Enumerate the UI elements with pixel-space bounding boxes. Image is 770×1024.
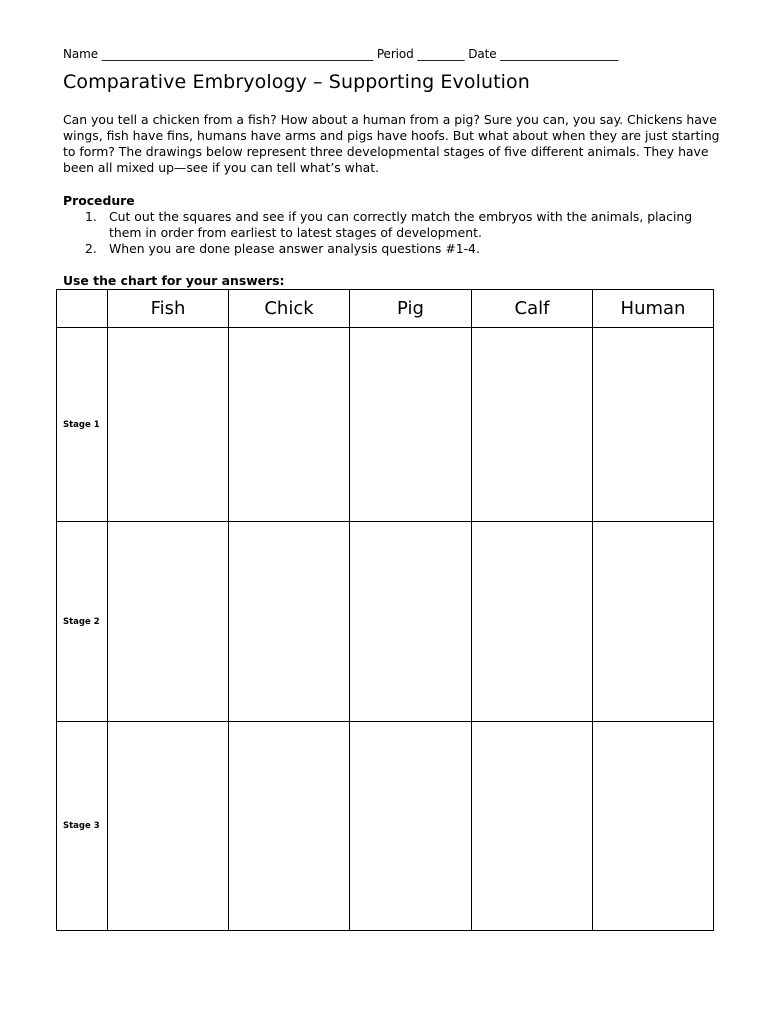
table-row <box>57 522 714 722</box>
column-header-fish: Fish <box>108 290 229 328</box>
column-header-pig: Pig <box>350 290 472 328</box>
answer-cell <box>108 722 229 931</box>
answer-table <box>56 289 714 931</box>
answer-cell <box>593 522 714 722</box>
procedure-step-text: Cut out the squares and see if you can correctly match the embryos with the animals, placing them in order from earliest to latest stages of development. <box>109 209 693 240</box>
procedure-step <box>63 241 723 257</box>
corner-cell <box>57 290 108 328</box>
answer-cell <box>229 328 350 522</box>
answer-cell <box>593 722 714 931</box>
column-header-calf: Calf <box>472 290 593 328</box>
worksheet-title: Comparative Embryology – Supporting Evolution <box>63 71 530 93</box>
procedure-step <box>63 209 723 241</box>
answer-cell <box>593 328 714 522</box>
answer-cell <box>472 522 593 722</box>
answer-cell <box>108 328 229 522</box>
column-header-human: Human <box>593 290 714 328</box>
table-row <box>57 328 714 522</box>
header-fields-line: Name ______________________________________________ Period ________ Date ____________________ <box>63 47 619 61</box>
answer-cell <box>108 522 229 722</box>
answer-cell <box>350 722 472 931</box>
table-row <box>57 722 714 931</box>
row-label-stage-3: Stage 3 <box>57 722 108 931</box>
answer-cell <box>229 522 350 722</box>
answer-cell <box>350 522 472 722</box>
chart-label: Use the chart for your answers: <box>63 273 285 288</box>
column-header-chick: Chick <box>229 290 350 328</box>
intro-paragraph: Can you tell a chicken from a fish? How about a human from a pig? Sure you can, you say. Chickens have wings, fish have fins, humans have arms and pigs have hoofs. But what about when they are just starting to form? The drawings below represent three developmental stages of five different animals. They have been all mixed up—see if you can tell what’s what. <box>63 112 720 175</box>
answer-cell <box>472 722 593 931</box>
procedure-step-text: When you are done please answer analysis questions #1-4. <box>109 241 480 256</box>
procedure-step-number: 2. <box>85 241 97 256</box>
answer-cell <box>229 722 350 931</box>
table-header-row <box>57 290 714 328</box>
row-label-stage-2: Stage 2 <box>57 522 108 722</box>
procedure-step-number: 1. <box>85 209 97 224</box>
procedure-list <box>63 209 723 257</box>
answer-cell <box>472 328 593 522</box>
row-label-stage-1: Stage 1 <box>57 328 108 522</box>
answer-cell <box>350 328 472 522</box>
procedure-heading: Procedure <box>63 193 135 208</box>
